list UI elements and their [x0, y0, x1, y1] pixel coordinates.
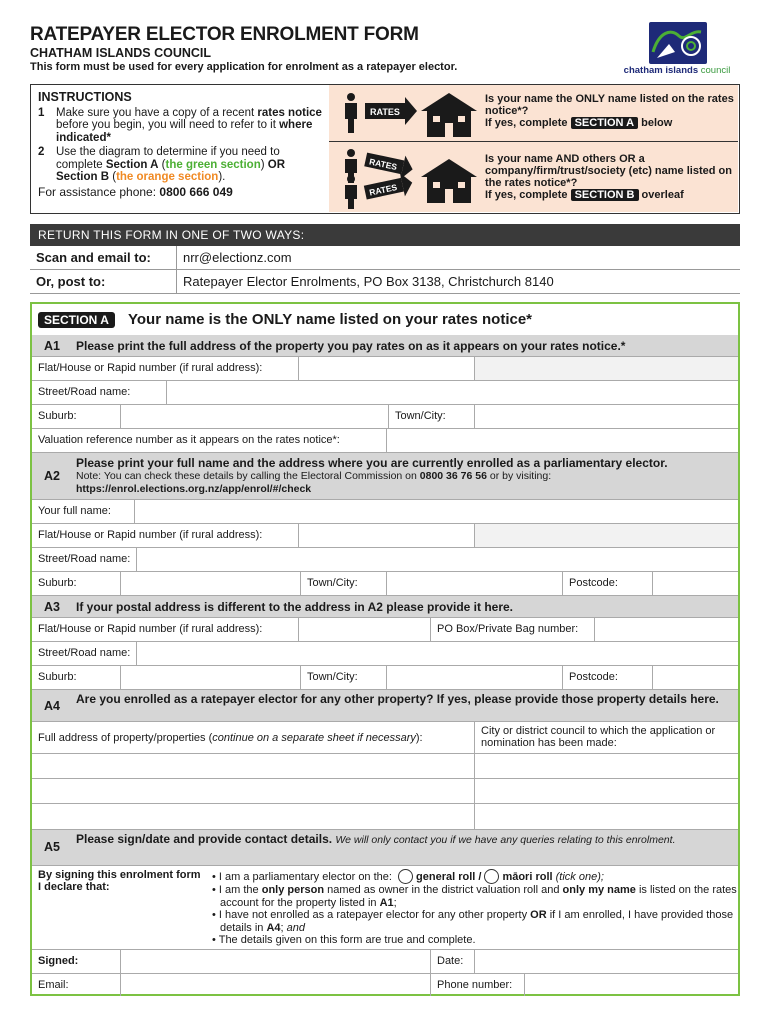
post-address: Ratepayer Elector Enrolments, PO Box 3138, Christchurch 8140 [176, 270, 554, 293]
section-a-title: Your name is the ONLY name listed on your rates notice* [128, 311, 533, 328]
a2-suburb-row: Suburb: Town/City: Postcode: [32, 572, 738, 596]
logo-wordmark: chatham islands council [623, 65, 731, 76]
a1-street-input[interactable] [166, 381, 738, 404]
multiple-owners-diagram-icon [337, 147, 487, 209]
return-heading: RETURN THIS FORM IN ONE OF TWO WAYS: [30, 224, 740, 246]
form-note: This form must be used for every application for enrolment as a ratepayer elector. [30, 61, 458, 73]
question-a2: A2 Please print your full name and the address where you are currently enrolled as a parliamentary elector. Note: You can check these details by calling the Electoral Commission on 0800 36 76 56 or by visiting: https://enrol.elections.org.nz/app/enrol/#/check [32, 453, 738, 500]
a2-street-row: Street/Road name: [32, 548, 738, 572]
a3-town-input[interactable] [386, 666, 562, 689]
section-a-pill: SECTION A [571, 117, 639, 129]
a1-valuation-row: Valuation reference number as it appears on the rates notice*: [32, 429, 738, 453]
section-b-pill: SECTION B [571, 189, 639, 201]
section-a [30, 302, 740, 996]
a3-suburb-input[interactable] [120, 666, 300, 689]
instructions-panel [30, 84, 740, 214]
po-box-input[interactable] [594, 618, 738, 641]
contact-row: Email: Phone number: [32, 974, 738, 996]
question-a1: A1 Please print the full address of the property you pay rates on as it appears on your rates notice.* [32, 335, 738, 357]
svg-text:RATES: RATES [368, 181, 399, 198]
instruction-1: 1 Make sure you have a copy of a recent rates notice before you begin, you will need to refer to it where indicated* [38, 106, 322, 144]
instructions-heading: INSTRUCTIONS [38, 90, 132, 104]
question-a5: A5 Please sign/date and provide contact details. We will only contact you if we have any queries relating to this enrolment. [32, 830, 738, 866]
full-name-input[interactable] [134, 500, 738, 523]
question-only-name: Is your name the ONLY name listed on the rates notice*? If yes, complete SECTION A below [485, 93, 734, 129]
a4-row[interactable] [32, 754, 738, 779]
a3-postcode-input[interactable] [652, 666, 738, 689]
chatham-islands-emblem-icon [649, 22, 707, 64]
a2-street-input[interactable] [136, 548, 738, 571]
council-logo [612, 20, 742, 80]
a4-table-header: Full address of property/properties (continue on a separate sheet if necessary): City or district council to which the application or nomination has been made: [32, 722, 738, 754]
return-post-row [30, 270, 740, 294]
question-a3: A3 If your postal address is different to the address in A2 please provide it here. [32, 596, 738, 618]
maori-roll-radio[interactable] [484, 869, 499, 884]
instructions-left [31, 85, 329, 212]
council-name: CHATHAM ISLANDS COUNCIL [30, 46, 212, 60]
general-roll-radio[interactable] [398, 869, 413, 884]
a2-postcode-input[interactable] [652, 572, 738, 595]
declaration-list [212, 869, 737, 947]
declaration-block [32, 866, 738, 950]
question-a4: A4 Are you enrolled as a ratepayer elector for any other property? If yes, please provide those property details here. [32, 690, 738, 722]
a2-flat-row: Flat/House or Rapid number (if rural address): [32, 524, 738, 548]
a3-street-row: Street/Road name: [32, 642, 738, 666]
valuation-number-input[interactable] [386, 429, 738, 452]
question-multiple-names: Is your name AND others OR a company/firm/trust/society (etc) name listed on the rates notice*? If yes, complete SECTION B overleaf [485, 153, 732, 201]
rates-label: RATES [370, 107, 400, 117]
declaration-item: • I am the only person named as owner in the district valuation roll and only my name is listed on the rates account for the property listed in A1; [212, 884, 737, 909]
section-a-header [32, 304, 738, 335]
declaration-intro: By signing this enrolment form I declare that: [38, 869, 201, 893]
declaration-item: • I am a parliamentary elector on the: general roll / māori roll (tick one); [212, 871, 604, 883]
signature-row: Signed: Date: [32, 950, 738, 974]
a1-flat-row: Flat/House or Rapid number (if rural address): [32, 357, 738, 381]
a3-street-input[interactable] [136, 642, 738, 665]
diagram-row-only [329, 85, 738, 142]
svg-text:RATES: RATES [368, 156, 399, 173]
a3-flat-row: Flat/House or Rapid number (if rural address): PO Box/Private Bag number: [32, 618, 738, 642]
signature-input[interactable] [120, 950, 430, 973]
date-input[interactable] [474, 950, 738, 973]
return-email-row [30, 246, 740, 270]
scan-email-address: nrr@electionz.com [176, 246, 292, 269]
a2-flat-input[interactable] [298, 524, 474, 547]
post-label: Or, post to: [36, 274, 106, 289]
form-title: RATEPAYER ELECTOR ENROLMENT FORM [30, 24, 419, 45]
instruction-2: 2 Use the diagram to determine if you need to complete Section A (the green section) OR Section B (the orange section). [38, 146, 286, 183]
declaration-item: • The details given on this form are true and complete. [212, 934, 476, 946]
a4-row[interactable] [32, 779, 738, 804]
a1-suburb-input[interactable] [120, 405, 388, 428]
instructions-diagram [329, 85, 738, 212]
diagram-row-multiple [329, 143, 738, 212]
email-input[interactable] [120, 974, 430, 996]
a4-row[interactable] [32, 804, 738, 830]
section-a-badge: SECTION A [38, 312, 115, 328]
a1-suburb-row: Suburb: Town/City: [32, 405, 738, 429]
a1-flat-input[interactable] [298, 357, 474, 380]
assistance-phone: For assistance phone: 0800 666 049 [38, 184, 233, 199]
a1-street-row: Street/Road name: [32, 381, 738, 405]
a2-name-row: Your full name: [32, 500, 738, 524]
a2-suburb-input[interactable] [120, 572, 300, 595]
a4-properties-table [32, 722, 738, 830]
a3-suburb-row: Suburb: Town/City: Postcode: [32, 666, 738, 690]
a2-town-input[interactable] [386, 572, 562, 595]
single-owner-diagram-icon [337, 89, 487, 139]
a3-flat-input[interactable] [298, 618, 430, 641]
scan-email-label: Scan and email to: [36, 250, 151, 265]
a1-town-input[interactable] [474, 405, 738, 428]
phone-input[interactable] [524, 974, 738, 996]
declaration-item: • I have not enrolled as a ratepayer elector for any other property OR if I am enrolled, I have provided those details in A4; and [212, 909, 734, 934]
